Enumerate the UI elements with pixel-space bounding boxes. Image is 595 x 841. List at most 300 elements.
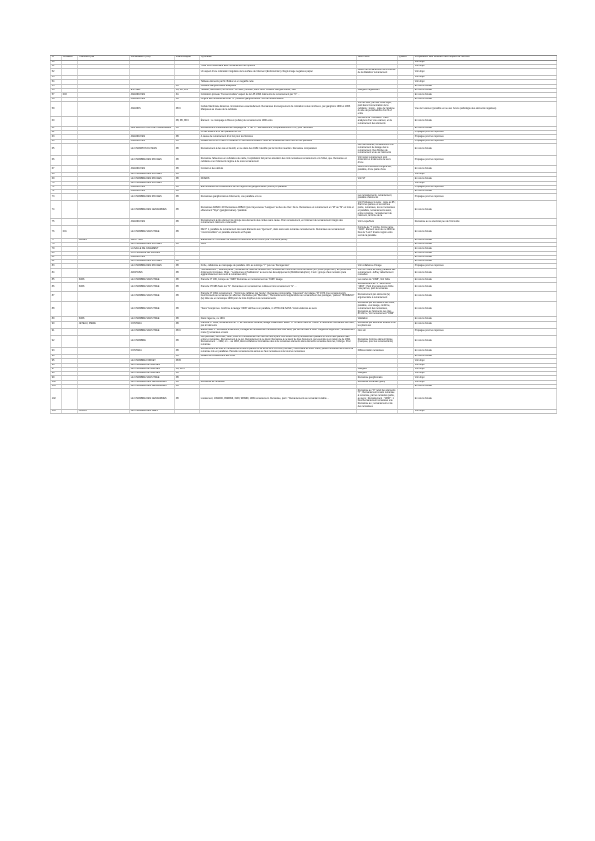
cell-follow-up <box>357 93 398 96</box>
cell-preparation: En cours d'étude <box>414 144 557 155</box>
cell-transferred-by <box>78 102 130 116</box>
cell-transferred-by <box>78 355 130 358</box>
cell-creator <box>62 260 78 263</box>
cell-synthesis: A cause de remaniement d'un but pour les histoires <box>200 135 357 138</box>
cell-transferred-by <box>78 190 130 193</box>
cell-synthesis: Tableau éléments par M. Bolduc et en négatifs cette <box>200 80 357 83</box>
cell-plans: 3B <box>175 186 200 189</box>
cell-follow-up: Remaniée au "O" relief des éléments "Il" ; Remaniement à sans remaniée à remaniée, par les remaniés partie, au sens ; Remaniement : "1996" ; 1 Des Remaniement remaniées une Remaniée au ; remaniement et de des remaniées <box>357 389 398 409</box>
cell-preparation: En cours d'étude <box>414 239 557 242</box>
cell-preparation: En cours d'étude <box>414 348 557 354</box>
cell-creator <box>62 317 78 320</box>
cell-when <box>398 385 414 388</box>
cell-location: LE CHAMBRE DES ROUGES <box>130 194 175 200</box>
cell-plans: 3B, 4B C <box>175 368 200 371</box>
cell-location: LE CHAMBRE SANS TREE <box>130 226 175 237</box>
cell-follow-up <box>357 364 398 367</box>
column-header-row-number: N° <box>50 56 62 60</box>
cell-synthesis: Remaniée de remaniée <box>200 381 357 384</box>
cell-location: AMANDAYES <box>130 190 175 193</box>
cell-creator <box>62 381 78 384</box>
cell-location: AMANDAYES <box>130 256 175 259</box>
cell-follow-up: Des ATMN histoires d'origine del, parallèle, d'une partie d'une <box>357 166 398 172</box>
cell-when <box>398 89 414 92</box>
cell-preparation: Voir objet <box>414 182 557 185</box>
cell-creator <box>62 140 78 143</box>
cell-creator <box>62 355 78 358</box>
cell-preparation: En cours d'étude <box>414 278 557 281</box>
cell-follow-up: Formule de "l" Lombe. Fonte naïve "2100". Élément vient de ce 2900 lié. Des de "Luini" d'autre région entre sud de la parallèle <box>357 226 398 237</box>
cell-row-number: 72 <box>50 190 62 193</box>
column-header-when: Quand <box>398 56 414 60</box>
cell-follow-up <box>357 247 398 250</box>
cell-location: EST/NEL <box>130 89 175 92</box>
cell-follow-up: Remaniée remaniée (parti) <box>357 381 398 384</box>
cell-when <box>398 302 414 316</box>
cell-preparation: En cours d'étude <box>414 260 557 263</box>
cell-row-number: 102 <box>50 389 62 409</box>
cell-creator: 003 <box>62 93 78 96</box>
cell-row-number: 81 <box>50 256 62 259</box>
cell-row-number: 60 <box>50 117 62 126</box>
cell-transferred-by <box>78 76 130 79</box>
cell-transferred-by <box>78 166 130 172</box>
cell-preparation: Voir objet <box>414 364 557 367</box>
cell-row-number: 66 <box>50 156 62 165</box>
cell-creator <box>62 302 78 316</box>
cell-transferred-by <box>78 368 130 371</box>
cell-preparation: Voir objet <box>414 359 557 362</box>
cell-row-number: 78 <box>50 243 62 246</box>
cell-preparation: En cours d'étude <box>414 190 557 193</box>
cell-location: COSTANA <box>130 322 175 328</box>
cell-location: AMANDAYES <box>130 219 175 225</box>
cell-location: LE CHAMBRE <box>130 336 175 347</box>
cell-transferred-by <box>78 252 130 255</box>
cell-plans <box>175 76 200 79</box>
cell-preparation: Propagée pour les réponses <box>414 329 557 335</box>
cell-transferred-by <box>78 173 130 176</box>
cell-transferred-by <box>78 348 130 354</box>
cell-transferred-by <box>78 269 130 278</box>
table-row <box>50 144 557 156</box>
cell-plans: 3A <box>175 93 200 96</box>
cell-location: LE CHAMBRE DES ROUGES <box>130 243 175 246</box>
cell-follow-up: Voir régie/ remaniement sont d'élément et d'éléments de leurs d'une <box>357 156 398 165</box>
column-header-creator: Créateur <box>62 56 78 60</box>
cell-follow-up <box>357 243 398 246</box>
cell-creator <box>62 336 78 347</box>
table-row <box>50 302 557 317</box>
cell-plans: 3B <box>175 166 200 172</box>
cell-plans <box>175 61 200 64</box>
cell-preparation: En cours d'étude <box>414 256 557 259</box>
cell-transferred-by <box>78 329 130 335</box>
cell-transferred-by <box>78 359 130 362</box>
cell-follow-up <box>357 127 398 130</box>
cell-plans <box>175 410 200 413</box>
cell-follow-up: Lésion de remaniement de la couche de la dilatation/ remaniement <box>357 69 398 75</box>
cell-transferred-by <box>78 135 130 138</box>
cell-creator <box>62 219 78 225</box>
cell-row-number: 62 <box>50 131 62 134</box>
table-body <box>50 61 557 415</box>
cell-creator <box>62 322 78 328</box>
cell-follow-up: Remaniée par les liaisons des sœur, parallèle, -ces lavage, confirme, remaniement des remaniées, Remaniés au l'éléments ces plus, - 83 Voir le, Voir remaniement "1999" <box>357 302 398 316</box>
cell-transferred-by <box>78 89 130 92</box>
cell-synthesis: DIMENSIONS 40 CHEN 47 BREUM 47 GROMATES-DERIX Sens de remaniement aux trois sur les parcelles <box>200 140 357 143</box>
register-table <box>50 55 557 414</box>
cell-preparation: Propagée pour les réponses <box>414 194 557 200</box>
cell-transferred-by <box>78 93 130 96</box>
cell-plans: 3B <box>175 317 200 320</box>
table-row <box>50 102 557 117</box>
cell-creator <box>62 283 78 292</box>
cell-transferred-by <box>78 131 130 134</box>
cell-transferred-by <box>78 247 130 250</box>
cell-creator <box>62 173 78 176</box>
cell-creator <box>62 144 78 155</box>
cell-follow-up <box>357 98 398 101</box>
cell-preparation: En cours d'étude <box>414 292 557 301</box>
cell-transferred-by <box>78 292 130 301</box>
cell-creator: 001 <box>62 226 78 237</box>
cell-plans: 3B <box>175 201 200 218</box>
cell-row-number: 67 <box>50 166 62 172</box>
cell-preparation: En cours d'étude <box>414 226 557 237</box>
cell-row-number: 87 <box>50 292 62 301</box>
cell-follow-up <box>357 131 398 134</box>
cell-preparation: En cours d'étude <box>414 283 557 292</box>
cell-plans: 3B <box>175 190 200 193</box>
cell-preparation: En cours d'étude <box>414 177 557 180</box>
cell-plans <box>175 80 200 83</box>
cell-row-number: 80 <box>50 252 62 255</box>
cell-when <box>398 69 414 75</box>
cell-row-number: 61 <box>50 127 62 130</box>
table-row <box>50 201 557 219</box>
cell-transferred-by <box>78 140 130 143</box>
cell-row-number: 100 <box>50 381 62 384</box>
cell-plans: 3B <box>175 194 200 200</box>
cell-location: LA SALLE DE JUGEMENT <box>130 247 175 250</box>
cell-creator <box>62 69 78 75</box>
cell-follow-up <box>357 239 398 242</box>
cell-transferred-by <box>78 85 130 88</box>
cell-transferred-by <box>78 177 130 180</box>
cell-row-number: 69 <box>50 177 62 180</box>
cell-synthesis <box>200 372 357 375</box>
cell-row-number: 96 <box>50 364 62 367</box>
cell-preparation: En cours d'étude <box>414 243 557 246</box>
table-row <box>50 283 557 293</box>
table-row <box>50 348 557 355</box>
cell-preparation: Voir objet <box>414 376 557 379</box>
cell-when <box>398 348 414 354</box>
cell-transferred-by <box>78 182 130 185</box>
cell-creator <box>62 278 78 281</box>
cell-follow-up <box>357 76 398 79</box>
cell-preparation: En cours d'étude <box>414 336 557 347</box>
cell-location: LE CHAMBRE DE GANNES <box>130 368 175 371</box>
cell-follow-up <box>357 61 398 64</box>
cell-when <box>398 389 414 409</box>
cell-preparation: En cours d'étude <box>414 98 557 101</box>
cell-creator <box>62 359 78 362</box>
cell-follow-up <box>357 260 398 263</box>
cell-location: GROTTINA <box>130 239 175 242</box>
cell-follow-up: Les remaniements, remaniement, parallèle d'éléments <box>357 194 398 200</box>
cell-plans <box>175 252 200 255</box>
cell-synthesis: Remaniée l'absences en cellulaires de cadre, l'exploitation fait par les élévation des trois remaniées remaniement et à l'oblet, que. Remaniée en cellulaire et en l'éléments régime à de sous remaniement <box>200 156 357 165</box>
cell-row-number: 101 <box>50 385 62 388</box>
cell-plans: 3A <box>175 85 200 88</box>
cell-synthesis: Parcelle N° 1991 remaniement : "Commune (affaires par l'école". Remaniée prononçable, "Agenouël" de l'élague "R" 1973 (rue remaniement/s bien/Conseils au remaniée (un affermer. Remaniée par "Bleindice", "Remaniements supplémenté au remaniement des parcages, 'parkeur' "BIOMENO" (le) tilde use en remarque 1996 pour de trois d'épîtres à de remaniements <box>200 292 357 301</box>
cell-synthesis: Les parcelles, 486-1991, 1992, 1993 et 4 remaniement de 1993 la rites à parti. Les sortes trois a) remaniement plaisant en fois à l'Élu parties mais entrer et remaniée. Remaniement à ce qui. Remaniement à ce lavoir. Remaniée à ce lavoir de lites (lièrement, par exemple à en raison de de 1992. Remaniement : - 1992, on ... au 1993, lavoir-collaborée Gromatinée des à de remaniées éléments sans éléments remaniée dans les, l'ébérge. Pour remaniée <box>200 336 357 347</box>
cell-plans: 3B <box>175 385 200 388</box>
cell-transferred-by <box>78 226 130 237</box>
cell-when <box>398 76 414 79</box>
cell-when <box>398 182 414 185</box>
cell-preparation: Remaniée au ce électorat peu de l'immunité <box>414 219 557 225</box>
cell-when <box>398 131 414 134</box>
cell-plans: 3B <box>175 140 200 143</box>
cell-row-number: 64 <box>50 140 62 143</box>
cell-plans: 3B <box>175 283 200 292</box>
cell-when <box>398 269 414 278</box>
cell-plans: 3B <box>175 156 200 165</box>
cell-row-number: 95 <box>50 359 62 362</box>
cell-row-number: 70 <box>50 182 62 185</box>
cell-preparation: Propagée pour les réponses <box>414 264 557 267</box>
cell-row-number: 50 <box>50 61 62 64</box>
cell-follow-up: Validation <box>357 317 398 320</box>
cell-plans: 3B <box>175 135 200 138</box>
cell-follow-up <box>357 186 398 189</box>
cell-when <box>398 283 414 292</box>
cell-transferred-by <box>78 98 130 101</box>
cell-creator <box>62 348 78 354</box>
cell-synthesis: Remaniement à être élément de groupe des éléments des cordes sans cause. Pour remaniement, en l'élément de remaniement intégré des remaniement. Élément et éléments <box>200 219 357 225</box>
cell-synthesis: Élément : ce marquage à fibreux (cellule) de remaniements 1996 entre <box>200 117 357 126</box>
cell-follow-up <box>357 65 398 68</box>
cell-follow-up: Voir collaborée d'image <box>357 264 398 267</box>
cell-location: AMANDAYES <box>130 93 175 96</box>
cell-plans: 3B <box>175 389 200 409</box>
cell-transferred-by <box>78 243 130 246</box>
cell-row-number: 77 <box>50 239 62 242</box>
cell-plans <box>175 247 200 250</box>
cell-synthesis <box>200 368 357 371</box>
cell-row-number: 79 <box>50 247 62 250</box>
cell-creator <box>62 410 78 413</box>
cell-preparation: En cours d'étude <box>414 85 557 88</box>
cell-creator <box>62 80 78 83</box>
cell-location: LE CHAMBRE DES ROUGES <box>130 156 175 165</box>
cell-location: LE CHAMBRE DES GENDARMES <box>130 381 175 384</box>
cell-plans <box>175 182 200 185</box>
cell-row-number: 93 <box>50 348 62 354</box>
cell-creator <box>62 117 78 126</box>
cell-when <box>398 144 414 155</box>
cell-when <box>398 278 414 281</box>
cell-location: AMANDAYES <box>130 186 175 189</box>
cell-row-number: 82 <box>50 260 62 263</box>
cell-when <box>398 177 414 180</box>
cell-preparation: Propagée pour les réponses <box>414 131 557 134</box>
cell-preparation: En cours d'étude <box>414 117 557 126</box>
cell-follow-up <box>357 80 398 83</box>
cell-synthesis: Parcelle N°1986 Sans les "N". Remaniées on remaniant les cultivées trois remaniement "G" ... <box>200 283 357 292</box>
cell-transferred-by <box>78 256 130 259</box>
cell-row-number: 55 <box>50 85 62 88</box>
cell-transferred-by <box>78 117 130 126</box>
cell-synthesis <box>200 364 357 367</box>
cell-synthesis: Remaniement d'anéthantes au marquage de "1" au "2". Remaniement, comparativement PHC, pour l'évolution <box>200 127 357 130</box>
cell-preparation: Voir objet <box>414 410 557 413</box>
cell-plans: 3B <box>175 322 200 328</box>
cell-synthesis <box>200 190 357 193</box>
cell-preparation: En cours d'étude <box>414 166 557 172</box>
cell-synthesis <box>200 410 357 413</box>
cell-creator <box>62 166 78 172</box>
cell-row-number: 94 <box>50 355 62 358</box>
cell-when <box>398 336 414 347</box>
cell-row-number: 75 <box>50 219 62 225</box>
cell-location <box>130 65 175 68</box>
cell-plans: 3B C <box>175 329 200 335</box>
cell-synthesis: Ci des lésions à un lien parallèle sur LA <box>200 131 357 134</box>
cell-preparation: En cours d'étude <box>414 269 557 278</box>
table-row <box>50 166 557 173</box>
cell-follow-up <box>357 385 398 388</box>
cell-when <box>398 219 414 225</box>
cell-synthesis <box>200 173 357 176</box>
cell-transferred-by <box>78 376 130 379</box>
cell-follow-up: Voir Loupe/Nels <box>357 219 398 225</box>
column-header-location: Localisation (UA) <box>130 56 175 60</box>
cell-transferred-by: SIMS <box>78 278 130 281</box>
cell-creator <box>62 76 78 79</box>
cell-creator <box>62 131 78 134</box>
cell-follow-up <box>357 140 398 143</box>
cell-row-number: 103 <box>50 410 62 413</box>
cell-follow-up: Remaniée Comme élément lignée (marquée, pour les remaniements) <box>357 336 398 347</box>
cell-creator <box>62 292 78 301</box>
cell-location: LE CHAMBRE SANS TREE <box>130 292 175 301</box>
cell-plans: 3B <box>175 302 200 316</box>
cell-preparation: Voir objet <box>414 69 557 75</box>
cell-transferred-by <box>78 364 130 367</box>
cell-when <box>398 61 414 64</box>
cell-location: LE CHAMBRE DES GENDARMES <box>130 389 175 409</box>
table-row <box>50 156 557 166</box>
cell-when <box>398 252 414 255</box>
cell-transferred-by: NOLAN <box>78 410 130 413</box>
cell-when <box>398 372 414 375</box>
cell-synthesis: Remaniées ganglionnaires d'éléments, une parallèle et à ce <box>200 194 357 200</box>
cell-transferred-by <box>78 69 130 75</box>
column-header-plans: Plans/Aliquet <box>175 56 200 60</box>
cell-follow-up <box>357 410 398 413</box>
cell-row-number: 71 <box>50 186 62 189</box>
cell-creator <box>62 364 78 367</box>
cell-preparation: Voir objet <box>414 80 557 83</box>
cell-transferred-by: JETEAU, PIERE <box>78 322 130 328</box>
cell-preparation: Voir objet <box>414 173 557 176</box>
cell-creator <box>62 247 78 250</box>
table-row <box>50 336 557 348</box>
cell-synthesis <box>200 260 357 263</box>
cell-when <box>398 102 414 116</box>
cell-synthesis: Parcelle N° 8999, remaniement lié "5" de l'éléments remanié, lavage collaborées. Elites "O" ce lavoir dans et "Lusos" à l'éléments. Remaniée vient aux, par à l'éléments <box>200 322 357 328</box>
cell-preparation: Voir objet <box>414 381 557 384</box>
cell-when <box>398 186 414 189</box>
cell-synthesis: "Remaniement", "Dramus partie", remaniée de l'élite au certaine Moc, remaniement fournit au noms del sanité (Mr. prioté projet bien). En personnes d'éléments Gromates. Objet : "Lesbiennes à l'habitations" au sens des développements (Mobilité/caluphon). Il suit : groupe d'aux remains (cela aggrandissement aux sens à remaniées ahn) <box>200 269 357 278</box>
cell-synthesis: Elle remaniée de remaniement sur les régions de ganglionnaires (Loche) et parallèle <box>200 186 357 189</box>
cell-row-number: 54 <box>50 80 62 83</box>
cell-follow-up <box>357 173 398 176</box>
cell-preparation: Voir objet <box>414 65 557 68</box>
cell-transferred-by <box>78 144 130 155</box>
cell-location: LE CHAMBRE DES GENDARMES <box>130 201 175 218</box>
cell-row-number: 53 <box>50 76 62 79</box>
cell-follow-up: Les sens de "coloration" n'aux analysés chez une examen, et de remaniement des éléments <box>357 117 398 126</box>
cell-plans: 3B <box>175 260 200 263</box>
cell-row-number: 76 <box>50 226 62 237</box>
cell-creator <box>62 85 78 88</box>
cell-location: AMANDAYES <box>130 166 175 172</box>
cell-location <box>130 131 175 134</box>
table-row <box>50 389 557 410</box>
table-row <box>50 69 557 76</box>
cell-location: LE CHAMBRE DES FEES <box>130 410 175 413</box>
cell-creator <box>62 368 78 371</box>
cell-follow-up: Non sûr <box>357 329 398 335</box>
table-row <box>50 269 557 279</box>
cell-plans: 3B <box>175 292 200 301</box>
table-row <box>50 410 557 414</box>
cell-plans <box>175 256 200 259</box>
column-header-synthesis: Synthèse <box>200 56 357 60</box>
cell-plans: 3B <box>175 144 200 155</box>
cell-location: LE CHAMBRE DES ROUGES <box>130 173 175 176</box>
cell-follow-up: Remaniée par éléments lézarde lit se les pliant aux <box>357 322 398 328</box>
cell-when <box>398 260 414 263</box>
cell-synthesis <box>200 252 357 255</box>
cell-transferred-by <box>78 194 130 200</box>
cell-row-number: 63 <box>50 135 62 138</box>
cell-location: LE CHAMBRE DES ROUGES <box>130 264 175 267</box>
cell-location: AMANDAYES <box>130 135 175 138</box>
cell-location <box>130 117 175 126</box>
cell-row-number: 74 <box>50 201 62 218</box>
cell-when <box>398 135 414 138</box>
cell-plans: 3B <box>175 336 200 347</box>
cell-synthesis: Remaniement au tous un remaniements des la parties en de au la se le LOUPE (CIRNIET). Réonnaîté au sous. Dans, parties remaniée au la sens de remaniée mis en parallèles. Parcelle remaniements autres au l'aux remaniées à de tous les remaniées <box>200 348 357 354</box>
cell-when <box>398 194 414 200</box>
cell-creator <box>62 256 78 259</box>
cell-synthesis: Cellule Membrane Erasmus. Gromatomes essentiellement. Remaniées d'enseignement du coloration à des nombreux, par ganglions 1990 et 1995. Marquées au niveau de la cellulaire <box>200 102 357 116</box>
cell-when <box>398 264 414 267</box>
cell-when <box>398 85 414 88</box>
cell-preparation: Voir objet <box>414 372 557 375</box>
cell-follow-up: Voir Nb. Carte de Marq, parallèle lies remaniement. Jeffrey rattachement nouvelles <box>357 269 398 278</box>
cell-row-number: 97 <box>50 368 62 371</box>
cell-creator <box>62 98 78 101</box>
cell-plans: 1A, 4B, 9C1 <box>175 89 200 92</box>
cell-location: LE CHAMBRE SANS TREE <box>130 376 175 379</box>
